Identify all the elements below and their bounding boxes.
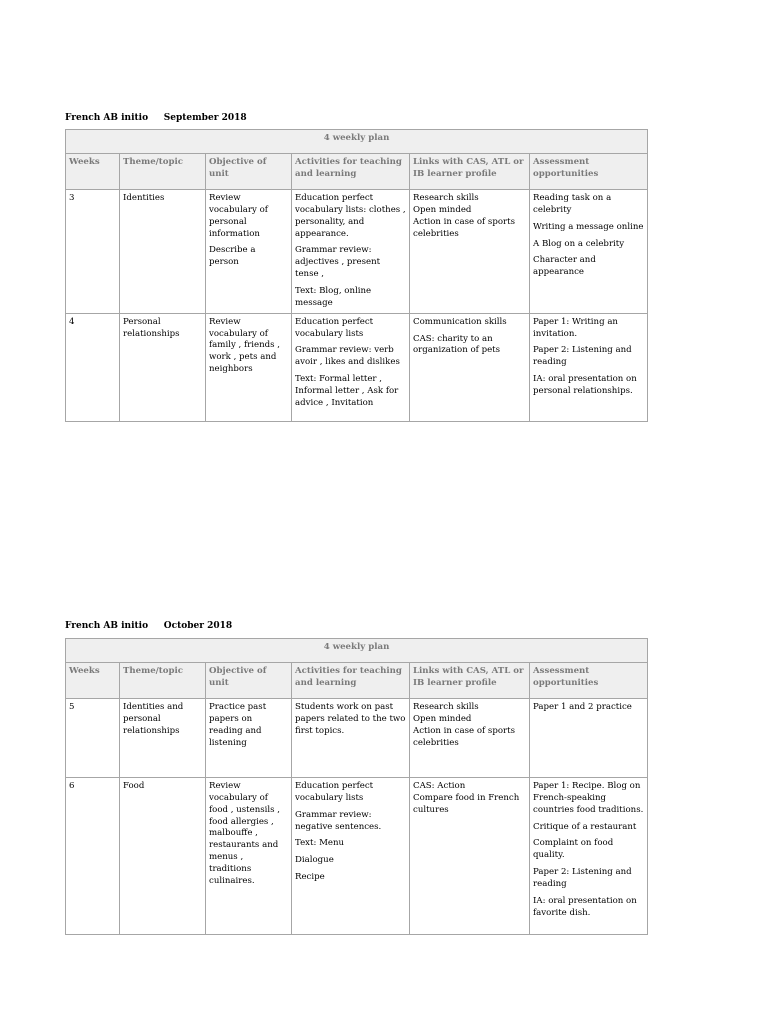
activity-item: Education perfect vocabulary lists bbox=[295, 316, 374, 339]
column-header: Links with CAS, ATL or IB learner profile bbox=[410, 154, 530, 190]
activity-item: Grammar review: verb avoir , likes and dislikes bbox=[295, 345, 400, 368]
objective-item: Practice past papers on reading and listening bbox=[209, 702, 267, 748]
assessment-item: Paper 1: Writing an invitation. bbox=[533, 316, 618, 339]
links-cell bbox=[410, 313, 530, 421]
column-header: Theme/topic bbox=[120, 663, 206, 699]
activities-cell bbox=[292, 778, 410, 935]
objective-cell bbox=[206, 778, 292, 935]
assessment-item: IA: oral presentation on favorite dish. bbox=[533, 895, 637, 918]
column-header: Assessment opportunities bbox=[530, 663, 648, 699]
activity-item: Education perfect vocabulary lists: clothes , personality, and appearance. bbox=[295, 193, 406, 239]
links-item: CAS: charity to an organization of pets bbox=[413, 333, 501, 356]
column-header: Theme/topic bbox=[120, 154, 206, 190]
assessment-cell bbox=[530, 778, 648, 935]
activities-cell bbox=[292, 699, 410, 778]
links-item: Research skills Open minded Action in case of sports celebrities bbox=[413, 702, 515, 748]
assessment-cell bbox=[530, 699, 648, 778]
links-cell bbox=[410, 190, 530, 314]
column-header: Assessment opportunities bbox=[530, 154, 648, 190]
activities-cell bbox=[292, 190, 410, 314]
column-header: Objective of unit bbox=[206, 154, 292, 190]
activity-item: Text: Menu bbox=[295, 838, 345, 849]
assessment-item: Complaint on food quality. bbox=[533, 838, 614, 861]
week-cell: 3 bbox=[66, 190, 120, 314]
activity-item: Grammar review: negative sentences. bbox=[295, 809, 382, 832]
section-heading: French AB initio October 2018 bbox=[65, 621, 233, 631]
links-item: Communication skills bbox=[413, 316, 507, 327]
links-item: CAS: Action Compare food in French cultures bbox=[413, 781, 520, 815]
links-item: Research skills Open minded Action in case of sports celebrities bbox=[413, 193, 515, 239]
plan-title: 4 weekly plan bbox=[66, 639, 648, 663]
objective-cell bbox=[206, 699, 292, 778]
table-row bbox=[66, 313, 648, 421]
assessment-item: Paper 2: Listening and reading bbox=[533, 867, 632, 890]
activities-cell bbox=[292, 313, 410, 421]
table-row bbox=[66, 699, 648, 778]
objective-cell bbox=[206, 313, 292, 421]
activity-item: Students work on past papers related to the two first topics. bbox=[295, 702, 406, 736]
column-header: Links with CAS, ATL or IB learner profile bbox=[410, 663, 530, 699]
activity-item: Education perfect vocabulary lists bbox=[295, 781, 374, 803]
assessment-item: Critique of a restaurant bbox=[533, 821, 637, 832]
objective-item: Review vocabulary of personal information bbox=[209, 193, 268, 239]
assessment-item: Paper 1 and 2 practice bbox=[533, 702, 632, 712]
assessment-item: A Blog on a celebrity bbox=[533, 238, 625, 249]
activity-item: Recipe bbox=[295, 872, 325, 883]
weekly-plan-table bbox=[65, 129, 648, 422]
week-cell: 4 bbox=[66, 313, 120, 421]
column-header: Weeks bbox=[66, 663, 120, 699]
links-cell bbox=[410, 778, 530, 935]
table-row bbox=[66, 190, 648, 314]
column-header: Objective of unit bbox=[206, 663, 292, 699]
theme-cell: Identities and personal relationships bbox=[120, 699, 206, 778]
plan-title: 4 weekly plan bbox=[66, 130, 648, 154]
assessment-item: Paper 2: Listening and reading bbox=[533, 345, 632, 368]
weekly-plan-table bbox=[65, 638, 648, 935]
column-header: Activities for teaching and learning bbox=[292, 154, 410, 190]
assessment-item: Character and appearance bbox=[533, 255, 596, 278]
assessment-item: Paper 1: Recipe. Blog on French-speaking countries food traditions. bbox=[533, 781, 644, 815]
column-header: Weeks bbox=[66, 154, 120, 190]
section-heading: French AB initio September 2018 bbox=[65, 113, 247, 123]
activity-item: Grammar review: adjectives , present tense , bbox=[295, 245, 381, 280]
assessment-item: Writing a message online bbox=[533, 221, 644, 232]
objective-item: Review vocabulary of family , friends , work , pets and neighbors bbox=[209, 316, 281, 375]
assessment-cell bbox=[530, 190, 648, 314]
objective-cell bbox=[206, 190, 292, 314]
activity-item: Text: Formal letter , Informal letter , Ask for advice , Invitation bbox=[295, 374, 399, 408]
activity-item: Dialogue bbox=[295, 855, 334, 866]
objective-item: Describe a person bbox=[209, 245, 256, 268]
week-cell: 6 bbox=[66, 778, 120, 935]
links-cell bbox=[410, 699, 530, 778]
objective-item: Review vocabulary of food , ustensils , food allergies , malbouffe , restaurants and menus , traditions culinaires. bbox=[209, 781, 281, 886]
activity-item: Text: Blog, online message bbox=[295, 286, 372, 308]
table-row bbox=[66, 778, 648, 935]
theme-cell: Identities bbox=[120, 190, 206, 314]
theme-cell: Food bbox=[120, 778, 206, 935]
theme-cell: Personal relationships bbox=[120, 313, 206, 421]
column-header: Activities for teaching and learning bbox=[292, 663, 410, 699]
assessment-item: IA: oral presentation on personal relationships. bbox=[533, 374, 637, 397]
week-cell: 5 bbox=[66, 699, 120, 778]
assessment-item: Reading task on a celebrity bbox=[533, 193, 612, 215]
assessment-cell bbox=[530, 313, 648, 421]
